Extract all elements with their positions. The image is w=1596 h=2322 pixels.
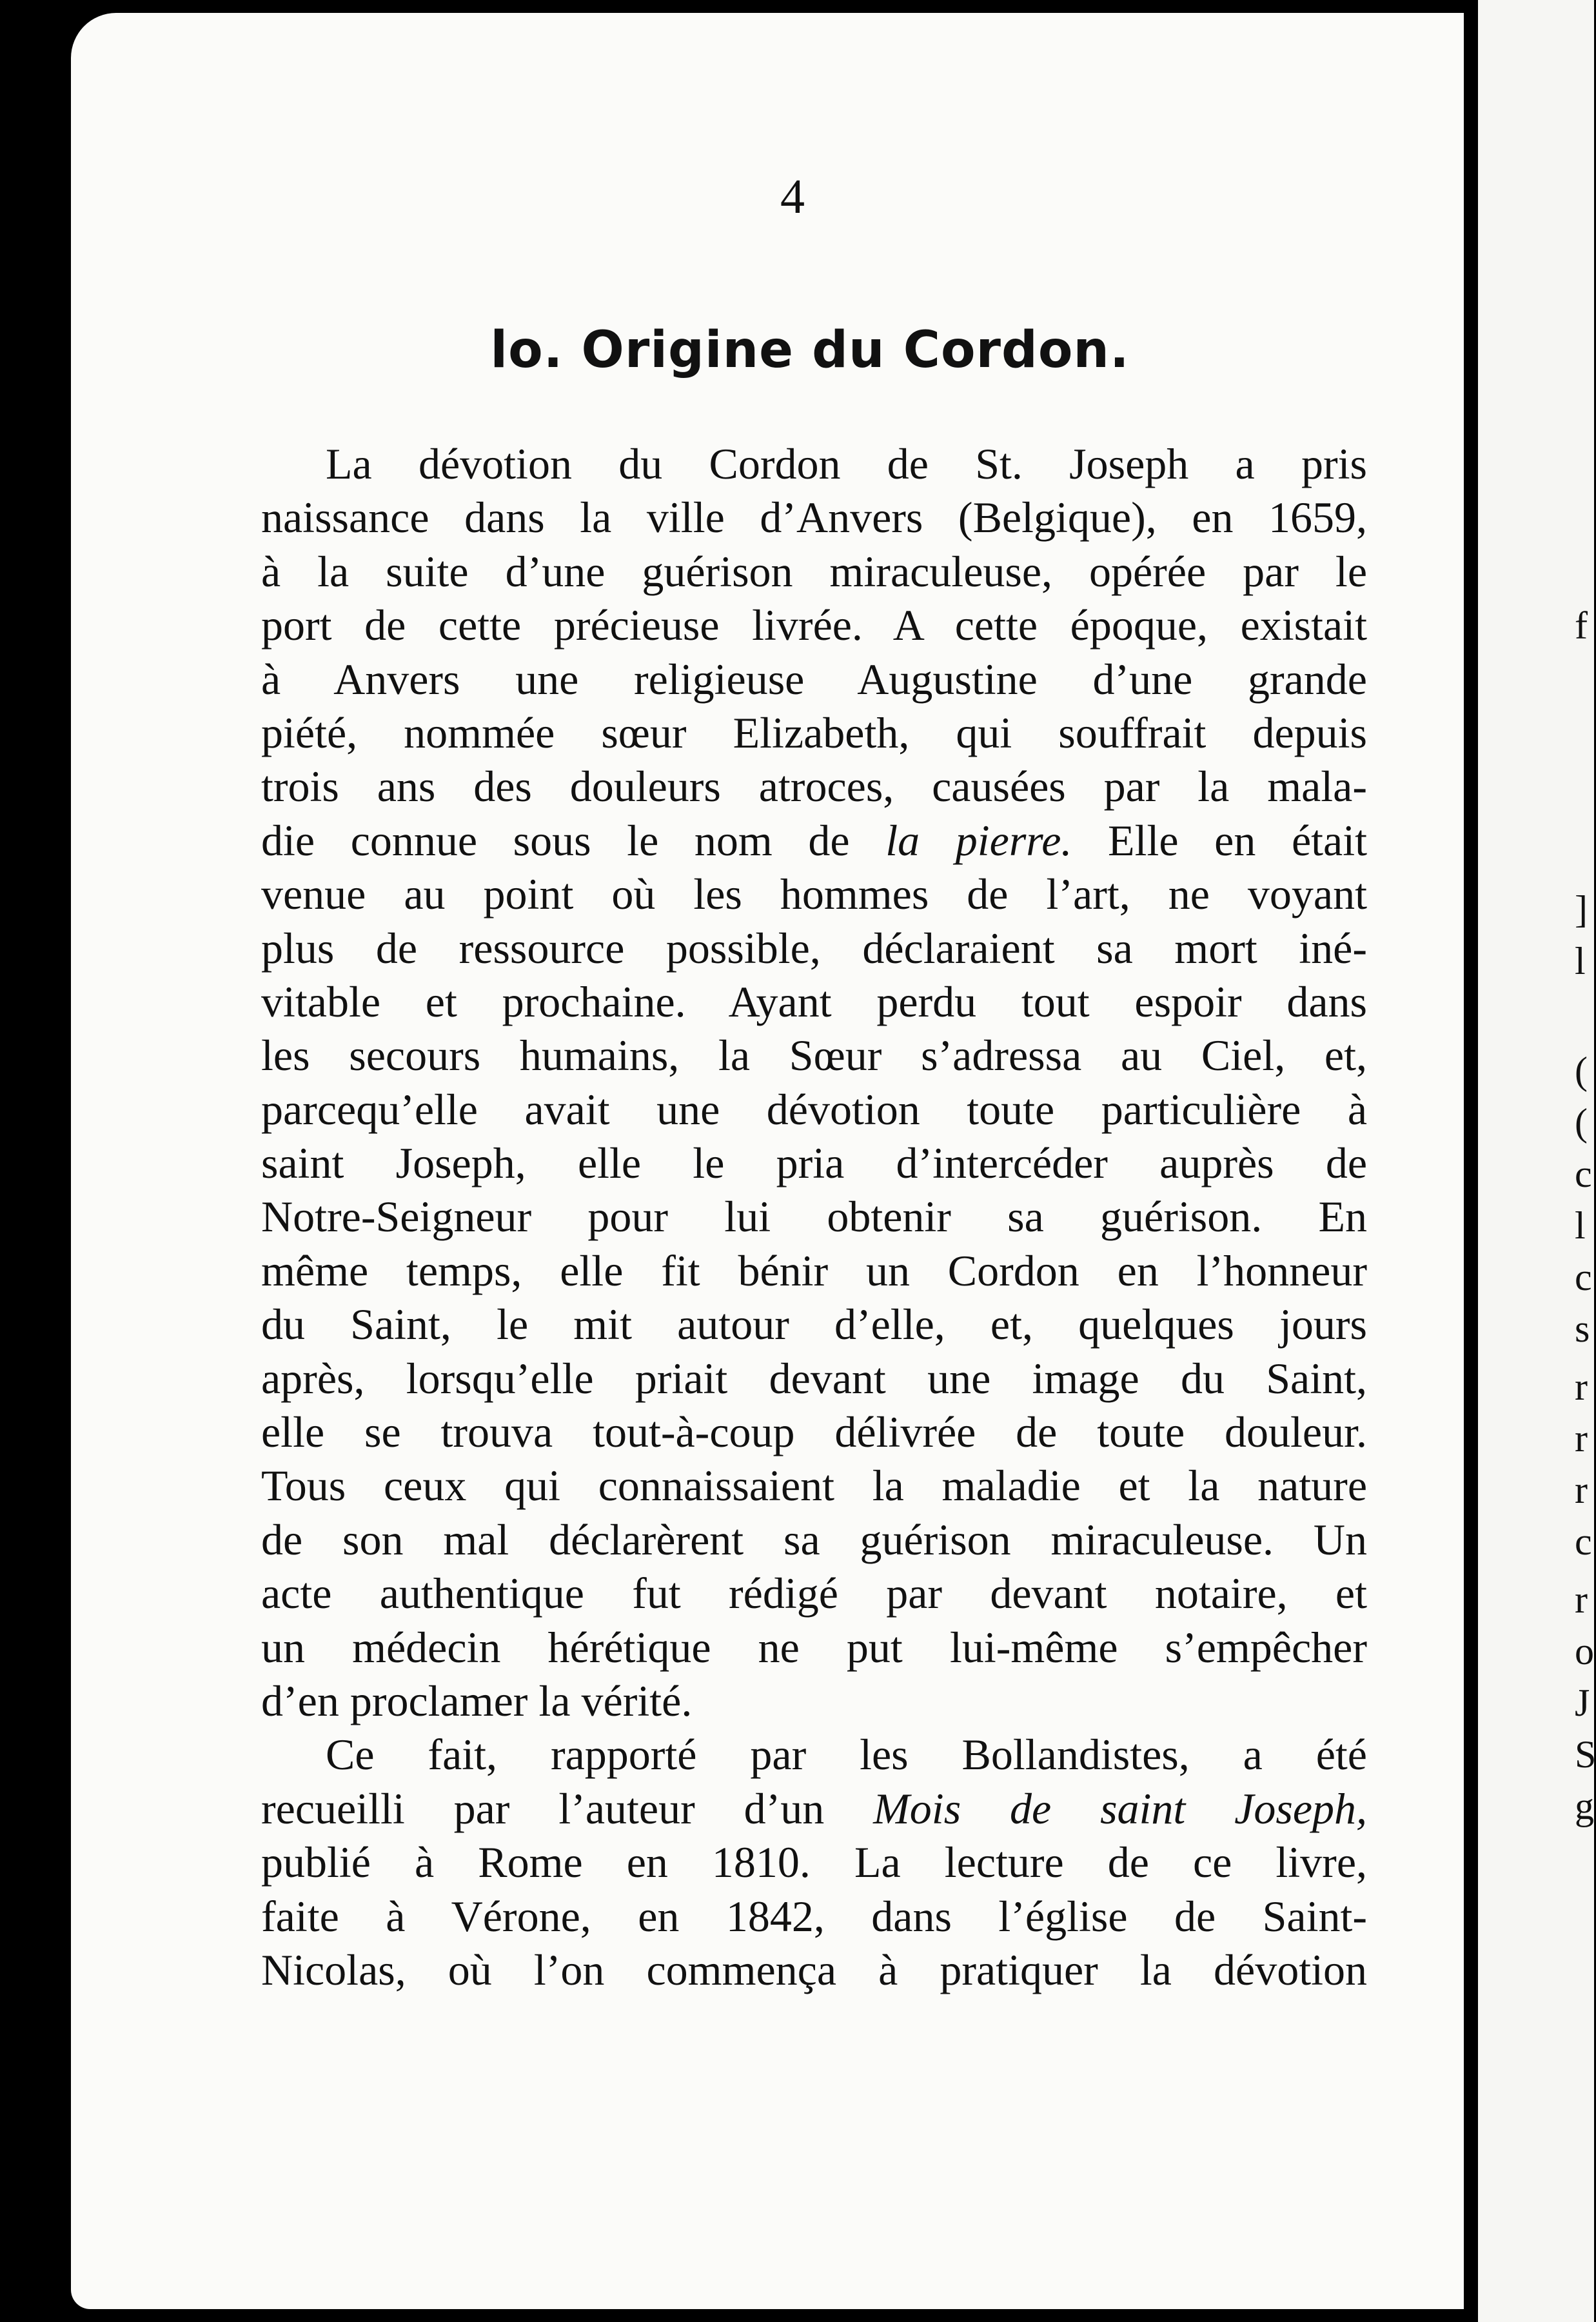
facing-fragment: ] — [1575, 888, 1588, 931]
facing-fragment: ( — [1575, 1101, 1588, 1144]
facing-fragment: S — [1575, 1733, 1596, 1776]
text-line: plus de ressource possible, déclaraient sa mort iné- — [261, 923, 1367, 973]
text-line: La dévotion du Cordon de St. Joseph a pris — [326, 439, 1367, 488]
section-heading: lo. Origine du Cordon. — [490, 321, 1130, 379]
text-line: trois ans des douleurs atroces, causées par la mala- — [261, 762, 1367, 811]
text-line: Notre-Seigneur pour lui obtenir sa guérison. En — [261, 1192, 1367, 1242]
text-line: elle se trouva tout-à-coup délivrée de toute douleur. — [261, 1407, 1367, 1457]
facing-fragment: c — [1575, 1520, 1592, 1563]
text-line-with-italic — [261, 1782, 1367, 1836]
text-segment: die connue sous le nom de — [261, 815, 850, 865]
text-line: d’en proclamer la vérité. — [261, 1676, 693, 1725]
text-line: vitable et prochaine. Ayant perdu tout espoir dans — [261, 977, 1367, 1026]
text-line: à Anvers une religieuse Augustine d’une grande — [261, 654, 1367, 704]
text-line: de son mal déclarèrent sa guérison miraculeuse. Un — [261, 1514, 1367, 1564]
facing-fragment: s — [1575, 1307, 1590, 1350]
text-line: Tous ceux qui connaissaient la maladie et la nature — [261, 1461, 1367, 1511]
facing-fragment: f — [1575, 604, 1588, 647]
text-line: après, lorsqu’elle priait devant une image du Saint, — [261, 1353, 1367, 1403]
italic-phrase: la pierre. — [885, 815, 1072, 865]
facing-fragment: r — [1575, 1469, 1588, 1511]
facing-fragment: r — [1575, 1417, 1588, 1460]
text-line: même temps, elle fit bénir un Cordon en l’honneur — [261, 1245, 1367, 1295]
text-line: faite à Vérone, en 1842, dans l’église de Saint- — [261, 1891, 1367, 1941]
text-line: port de cette précieuse livrée. A cette époque, existait — [261, 600, 1367, 650]
facing-fragment: l — [1575, 1204, 1586, 1247]
text-segment: recueilli par l’auteur d’un — [261, 1783, 825, 1833]
italic-phrase: Mois de saint Joseph, — [873, 1783, 1368, 1833]
text-line: piété, nommée sœur Elizabeth, qui souffrait depuis — [261, 708, 1367, 757]
body-text — [261, 437, 1367, 1997]
text-line: publié à Rome en 1810. La lecture de ce livre, — [261, 1838, 1367, 1887]
facing-fragment: g — [1575, 1785, 1594, 1827]
text-line: à la suite d’une guérison miraculeuse, opérée par le — [261, 546, 1367, 596]
text-line-with-italic — [261, 814, 1367, 868]
facing-fragment: ( — [1575, 1049, 1588, 1092]
text-line: naissance dans la ville d’Anvers (Belgique), en 1659, — [261, 493, 1367, 542]
text-segment: Elle en était — [1108, 815, 1367, 865]
page-number: 4 — [780, 170, 805, 224]
text-line: du Saint, le mit autour d’elle, et, quelques jours — [261, 1300, 1367, 1349]
text-line: venue au point où les hommes de l’art, ne voyant — [261, 869, 1367, 919]
text-line: les secours humains, la Sœur s’adressa au Ciel, et, — [261, 1031, 1367, 1080]
text-line: un médecin hérétique ne put lui-même s’empêcher — [261, 1622, 1367, 1672]
facing-fragment: r — [1575, 1365, 1588, 1408]
facing-fragment: l — [1575, 940, 1586, 982]
facing-fragment: r — [1575, 1578, 1588, 1621]
facing-fragment: J — [1575, 1682, 1590, 1724]
facing-fragment: c — [1575, 1153, 1592, 1195]
facing-fragment: o — [1575, 1630, 1594, 1672]
text-line: Ce fait, rapporté par les Bollandistes, a été — [326, 1730, 1367, 1780]
text-line: saint Joseph, elle le pria d’intercéder auprès de — [261, 1138, 1367, 1188]
text-line: parcequ’elle avait une dévotion toute particulière à — [261, 1084, 1367, 1134]
text-line: Nicolas, où l’on commença à pratiquer la dévotion — [261, 1945, 1367, 1994]
text-line: acte authentique fut rédigé par devant notaire, et — [261, 1569, 1367, 1618]
facing-fragment: c — [1575, 1256, 1592, 1298]
